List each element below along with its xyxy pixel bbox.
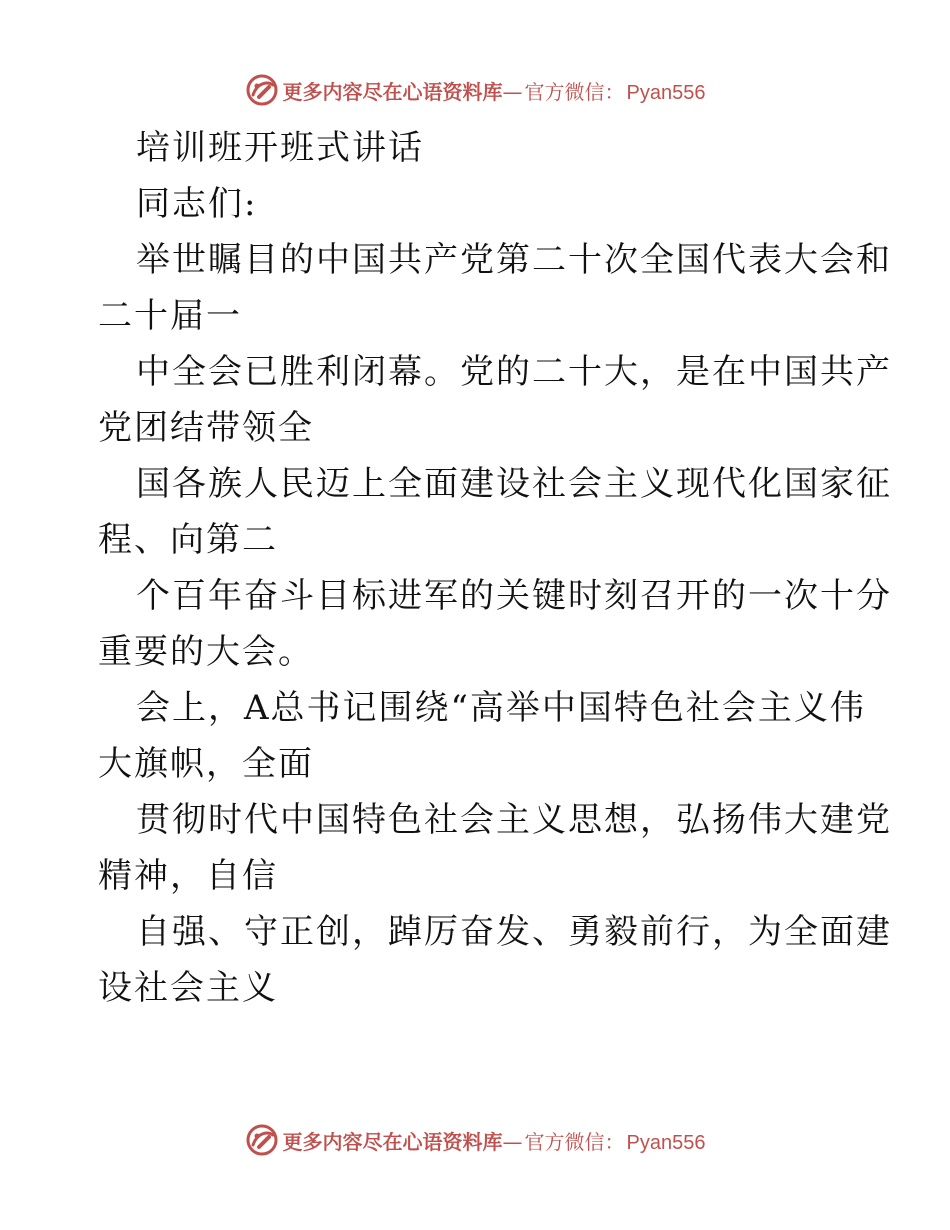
footer-watermark [0, 1120, 950, 1160]
footer-wechat-label: 官方微信： [524, 1129, 625, 1154]
header-wechat-id: Pyan556 [626, 81, 706, 104]
paragraph-line: 个百年奋斗目标进军的关键时刻召开的一次十分 [136, 576, 892, 616]
paragraph-line: 国各族人民迈上全面建设社会主义现代化国家征 [136, 464, 892, 504]
paragraph-line: 程、向第二 [98, 520, 278, 560]
paragraph-line: 党团结带领全 [98, 408, 314, 448]
paragraph-line: 二十届一 [98, 296, 242, 336]
header-wechat-label: 官方微信： [524, 79, 625, 104]
footer-wechat-id: Pyan556 [626, 1131, 706, 1154]
paragraph-line: 自强、守正创，踔厉奋发、勇毅前行，为全面建 [136, 912, 892, 952]
brand-logo-icon [245, 73, 279, 107]
document-title: 培训班开班式讲话 [136, 128, 424, 168]
paragraph-line: 举世瞩目的中国共产党第二十次全国代表大会和 [136, 240, 892, 280]
footer-dash: — [502, 1129, 523, 1154]
salutation: 同志们: [136, 184, 258, 224]
header-brand-text: 更多内容尽在心语资料库 [282, 79, 503, 104]
paragraph-line: 设社会主义 [98, 968, 278, 1008]
brand-logo-icon [245, 1123, 279, 1157]
header-watermark [0, 70, 950, 110]
paragraph-line: 精神，自信 [98, 856, 278, 896]
header-dash: — [502, 79, 523, 104]
document-body [98, 120, 892, 1016]
footer-brand-text: 更多内容尽在心语资料库 [282, 1129, 503, 1154]
paragraph-line: 中全会已胜利闭幕。党的二十大，是在中国共产 [136, 352, 892, 392]
paragraph-line: 会上，A总书记围绕“高举中国特色社会主义伟 [136, 688, 866, 728]
paragraph-line: 大旗帜，全面 [98, 744, 314, 784]
paragraph-line: 重要的大会。 [98, 632, 314, 672]
paragraph-line: 贯彻时代中国特色社会主义思想，弘扬伟大建党 [136, 800, 892, 840]
